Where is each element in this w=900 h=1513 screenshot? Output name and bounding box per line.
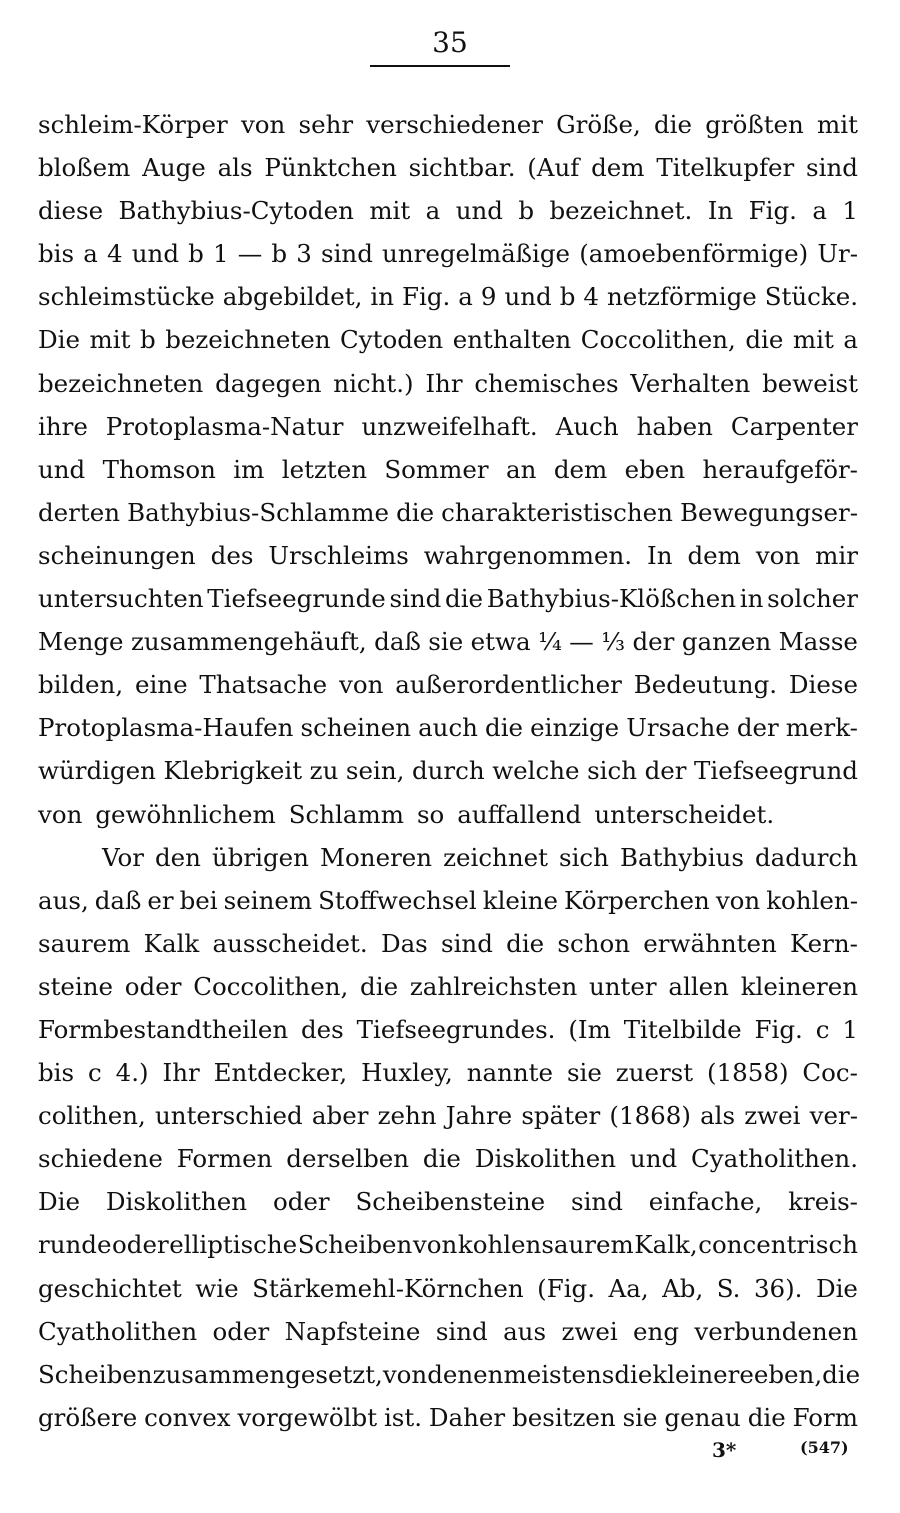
text-line: Menge zusammengehäuft, daß sie etwa ¼ — ⅓ der ganzen Masse <box>38 627 858 657</box>
signature-mark: 3* <box>712 1438 737 1462</box>
sheet-number: (547) <box>800 1438 849 1457</box>
body-text <box>38 103 861 1439</box>
text-line: derten Bathybius-Schlamme die charakteristischen Bewegungser- <box>38 497 858 527</box>
text-line: aus, daß er bei seinem Stoffwechsel kleine Körperchen von kohlen- <box>38 885 858 915</box>
text-line: größere convex vorgewölbt ist. Daher besitzen sie genau die Form <box>38 1402 858 1432</box>
text-line: colithen, unterschied aber zehn Jahre später (1868) als zwei ver- <box>38 1101 858 1131</box>
text-line: ihre Protoplasma-Natur unzweifelhaft. Auch haben Carpenter <box>38 411 858 441</box>
text-line: Protoplasma-Haufen scheinen auch die einzige Ursache der merk- <box>38 713 858 743</box>
text-line: geschichtet wie Stärkemehl-Körnchen (Fig. Aa, Ab, S. 36). Die <box>38 1273 858 1303</box>
text-line: schiedene Formen derselben die Diskolithen und Cyatholithen. <box>38 1144 858 1174</box>
text-line: runde oder elliptische Scheiben von kohlensaurem Kalk, concentrisch <box>38 1230 858 1260</box>
page-number: 35 <box>432 26 468 59</box>
text-line: bilden, eine Thatsache von außerordentlicher Bedeutung. Diese <box>38 670 858 700</box>
header-rule <box>370 65 510 67</box>
text-line: saurem Kalk ausscheidet. Das sind die schon erwähnten Kern- <box>38 928 858 958</box>
text-line: untersuchten Tiefseegrunde sind die Bathybius-Klößchen in solcher <box>38 584 858 614</box>
text-line: Die Diskolithen oder Scheibensteine sind einfache, kreis- <box>38 1187 858 1217</box>
text-line: Formbestandtheilen des Tiefseegrundes. (Im Titelbilde Fig. c 1 <box>38 1014 858 1044</box>
text-line: Cyatholithen oder Napfsteine sind aus zwei eng verbundenen <box>38 1316 858 1346</box>
text-line: und Thomson im letzten Sommer an dem eben heraufgeför- <box>38 454 858 484</box>
text-line: Scheiben zusammengesetzt, von denen meistens die kleinere eben, die <box>38 1359 861 1389</box>
text-line: Vor den übrigen Moneren zeichnet sich Bathybius dadurch <box>102 842 858 872</box>
text-line: von gewöhnlichem Schlamm so auffallend unterscheidet. <box>38 799 775 829</box>
text-line: scheinungen des Urschleims wahrgenommen. In dem von mir <box>38 540 858 570</box>
text-line: bis a 4 und b 1 — b 3 sind unregelmäßige (amoebenförmige) Ur- <box>38 239 858 269</box>
text-line: bezeichneten dagegen nicht.) Ihr chemisches Verhalten beweist <box>38 368 858 398</box>
text-line: schleim-Körper von sehr verschiedener Größe, die größten mit <box>38 110 858 139</box>
text-line: diese Bathybius-Cytoden mit a und b bezeichnet. In Fig. a 1 <box>38 196 858 226</box>
text-line: schleimstücke abgebildet, in Fig. a 9 und b 4 netzförmige Stücke. <box>38 282 858 312</box>
text-line: bis c 4.) Ihr Entdecker, Huxley, nannte sie zuerst (1858) Coc- <box>38 1058 858 1088</box>
text-line: würdigen Klebrigkeit zu sein, durch welche sich der Tiefseegrund <box>38 756 858 786</box>
text-line: steine oder Coccolithen, die zahlreichsten unter allen kleineren <box>38 971 858 1001</box>
text-line: bloßem Auge als Pünktchen sichtbar. (Auf dem Titelkupfer sind <box>38 153 858 183</box>
text-line: Die mit b bezeichneten Cytoden enthalten Coccolithen, die mit a <box>38 325 858 355</box>
